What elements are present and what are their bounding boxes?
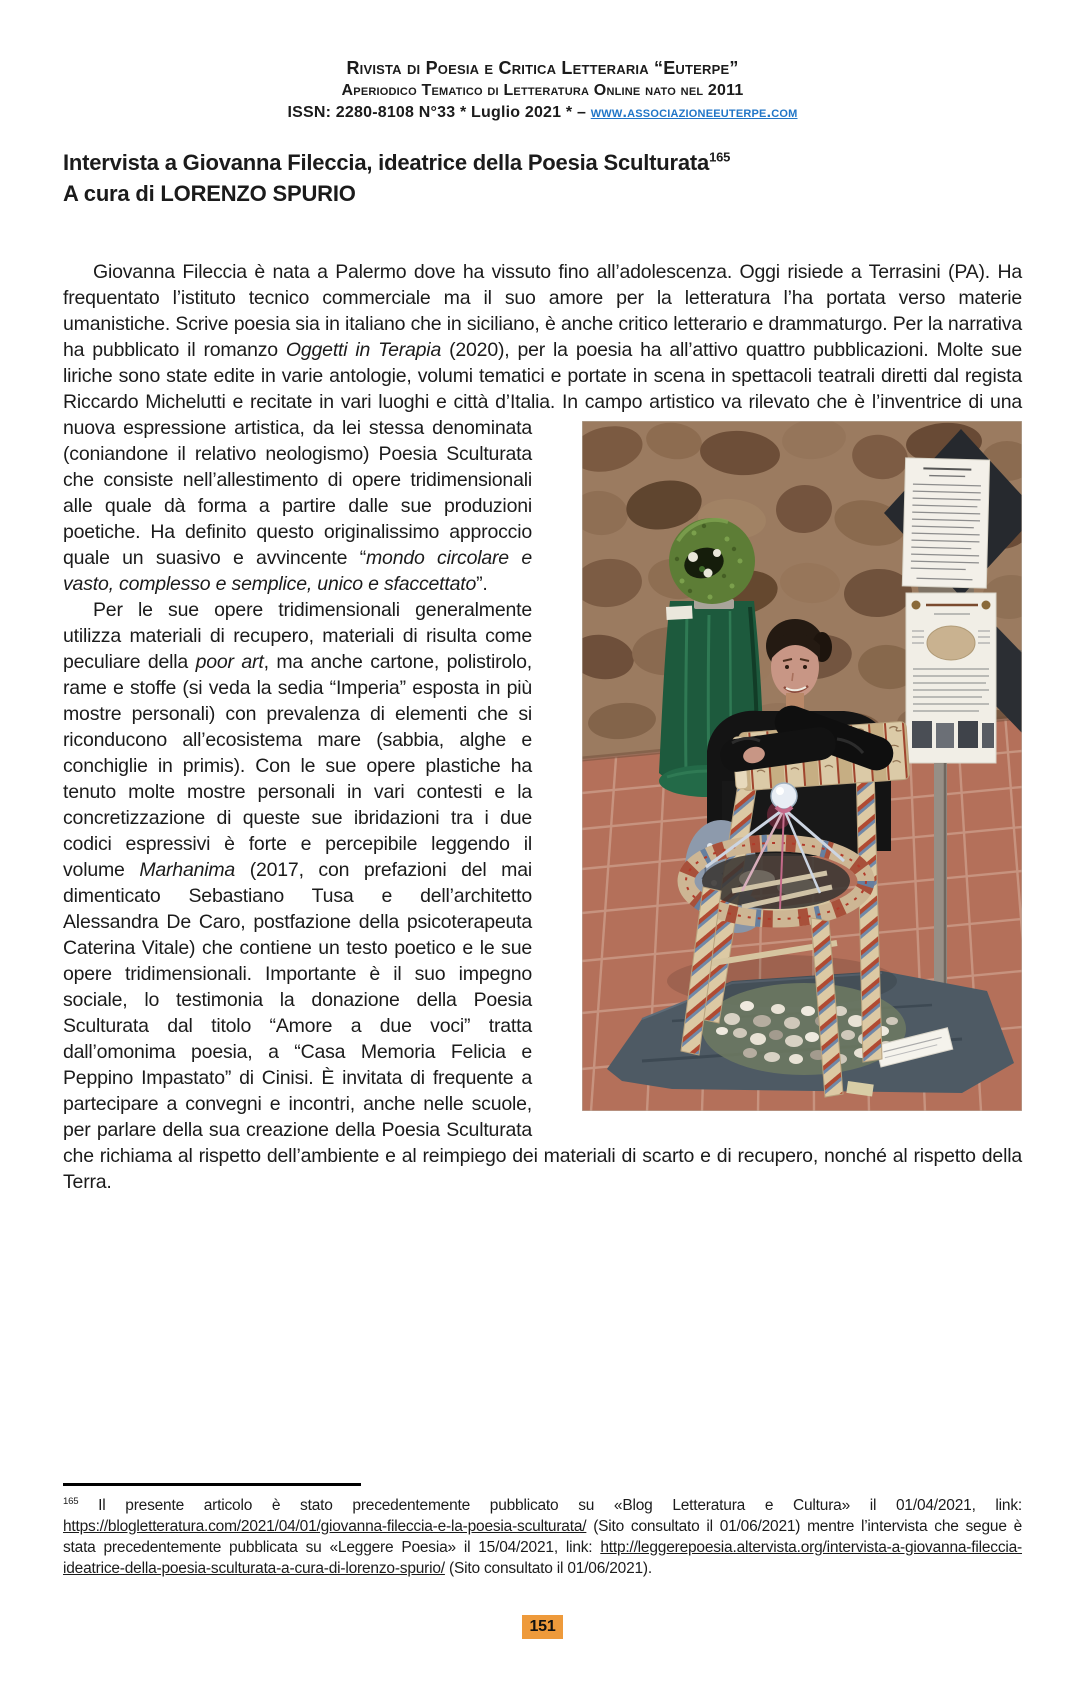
text-run: 165 <box>63 1495 79 1507</box>
text-run: mondo circolare e vasto, complesso e semplice, unico e sfaccettato <box>63 547 532 596</box>
article-title-block <box>63 147 1022 209</box>
title-footnote-ref: 165 <box>709 150 731 166</box>
text-run: (Sito consultato il 01/06/2021). <box>444 1560 652 1577</box>
journal-header <box>63 56 1022 123</box>
text-run: Oggetti in Terapia <box>285 339 442 362</box>
journal-issn-line <box>63 102 1022 124</box>
footnote-link[interactable]: https://blogletteratura.com/2021/04/01/giovanna-fileccia-e-la-poesia-sculturata/ <box>63 1518 587 1535</box>
text-run: (2017, con prefazioni del mai dimenticato Sebastiano Tusa e dell’architetto Alessandra De Caro, postfazione della psicoterapeuta Caterina Vitale) che contiene un testo poetico e le sue opere tridimensionali. Importante è il suo impegno sociale, lo testimonia la donazione della Poesia Sculturata dal titolo “Amore a due voci” tratta dall’omonima poesia, a “Casa Memoria Felicia e Peppino Impastato” di Cinisi. È invitata di frequente a partecipare a convegni e incontri, anche nelle scuole, per parlare della sua creazione della Poesia Sculturata che richiama al rispetto dell’ambiente e al reimpiego dei materiali di scarto e di recupero, nonché al rispetto della Terra. <box>63 859 1022 1194</box>
page-number: 151 <box>522 1615 562 1639</box>
journal-title: Rivista di Poesia e Critica Letteraria “Euterpe” <box>346 58 739 78</box>
footnote-165 <box>63 1495 1022 1579</box>
text-run: Marhanima <box>139 859 236 882</box>
article-byline: A cura di LORENZO SPURIO <box>63 181 356 207</box>
text-run: denominata (coniandone il relativo neologismo) Poesia Sculturata che consiste nell’allestimento di opere tridimensionali alle quale dà forma a partire dalle sue produzioni poetiche. Ha definito questo originalissimo approccio quale un suasivo e avvincente “ <box>63 417 532 570</box>
text-run: ”. <box>476 573 488 596</box>
text-run: Il presente articolo è stato precedentemente pubblicato su «Blog Letteratura e Cultura» il 01/04/2021, link: <box>78 1497 1022 1514</box>
footnote-link[interactable]: http://leggerepoesia.altervista.org/intervista-a-giovanna-fileccia-ideatrice-della-poesia-sculturata-a-cura-di-lorenzo-spurio/ <box>63 1539 1022 1577</box>
page-footer <box>63 1615 1022 1639</box>
journal-website-link[interactable]: www.associazioneeuterpe.com <box>590 103 798 121</box>
text-run: Giovanna Fileccia è nata a Palermo dove ha vissuto fino all’adolescenza. Oggi risiede a Terrasini (PA). Ha frequentato l’istituto tecnico commerciale ma il suo amore per la letteratura l’ha portata verso materie umanistiche. Scrive poesia sia in italiano che in siciliano, è anche critico letterario e drammaturgo. Per la narrativa ha pubblicato il romanzo <box>63 261 1022 362</box>
footnote-section <box>63 1483 1022 1579</box>
paragraph-1 <box>63 259 1022 597</box>
journal-subtitle: Aperiodico Tematico di Letteratura Online nato nel 2011 <box>341 82 744 100</box>
article-photo <box>582 421 1022 1111</box>
text-run: Per le sue opere tridimensionali generalmente utilizza materiali di recupero, materiali di risulta come peculiare della <box>63 599 532 674</box>
text-run: poor art <box>195 651 264 674</box>
text-run: , ma anche cartone, polistirolo, rame e stoffe (si veda la sedia “Imperia” esposta in più mostre personali) con prevalenza di elementi che si riconducono all’ecosistema mare (sabbia, alghe e conchiglie in primis). Con le sue opere plastiche ha tenuto molte mostre personali in vari contesti e la concretizzazione di queste sue ibridazioni tra i due codici espressivi è forte e percepibile leggendo il volume <box>63 651 533 882</box>
article-photo-illustration <box>582 421 1022 1111</box>
article-body <box>63 259 1022 1195</box>
article-title: Intervista a Giovanna Fileccia, ideatrice della Poesia Sculturata$^{165}$ <box>63 150 731 176</box>
issn-text: ISSN: 2280-8108 N°33 * Luglio 2021 * – <box>287 103 591 121</box>
footnote-separator <box>63 1483 361 1486</box>
text-run: (Sito consultato il 01/06/2021) mentre l’intervista che segue è stata precedentemente pubblicata su «Leggere Poesia» il 15/04/2021, link: <box>63 1518 1022 1556</box>
text-run: (2020), per la poesia ha all’attivo quattro pubblicazioni. Molte sue liriche sono state edite in varie antologie, volumi tematici e portate in scena in spettacoli teatrali diretti dal regista Riccardo Michelutti e recitate in vari luoghi e città d’Italia. In campo artistico va rilevato che è l’inventrice di una nuova espressione artistica, da lei stessa <box>63 339 1022 440</box>
